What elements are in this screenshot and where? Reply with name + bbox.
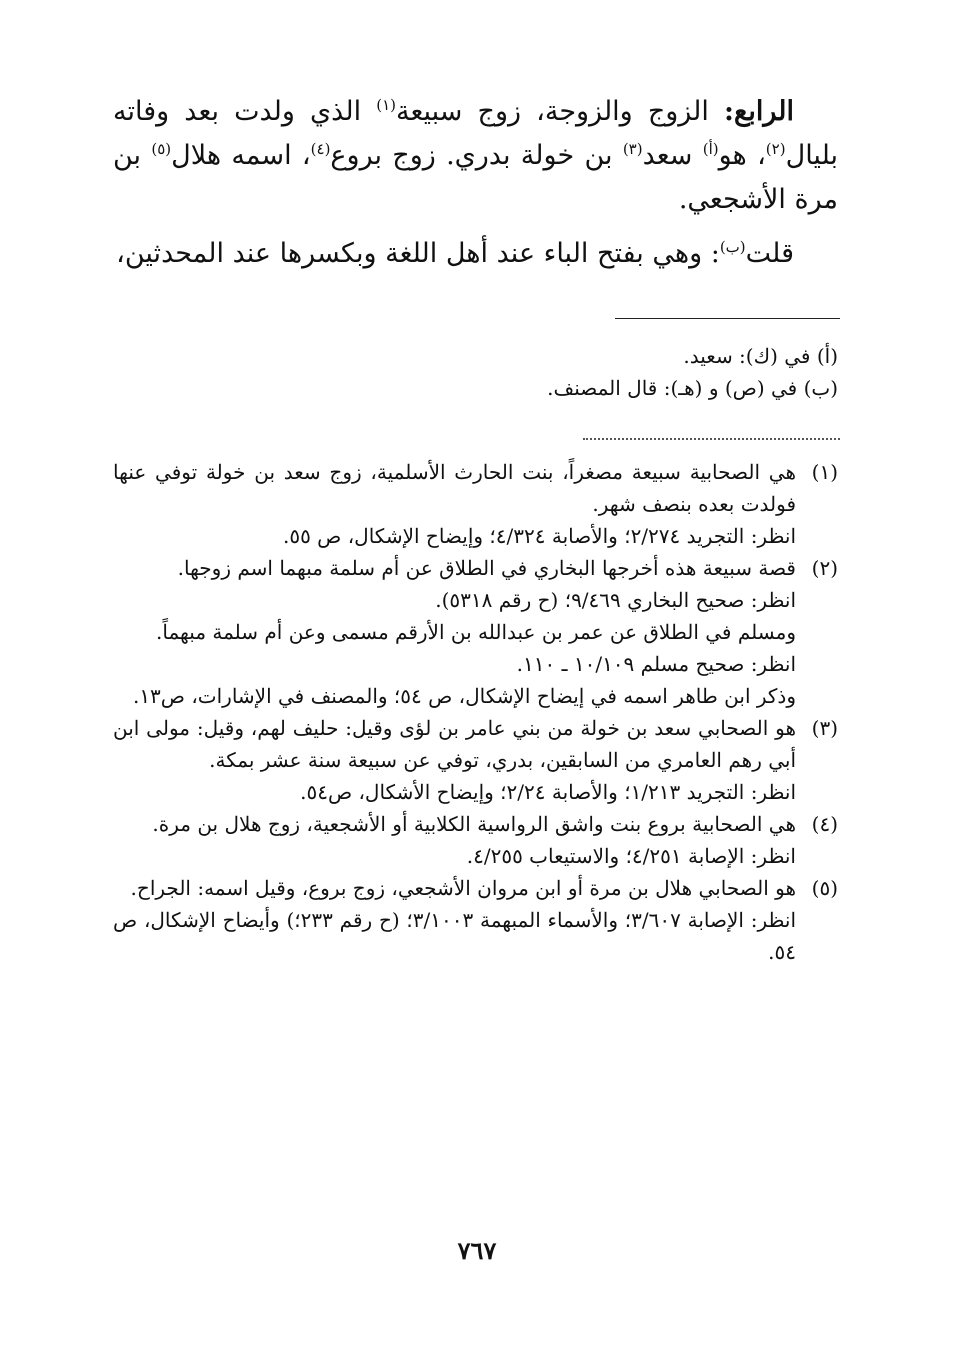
footnote-marker: (٣) bbox=[622, 140, 643, 158]
textual-notes bbox=[113, 340, 838, 404]
text-run: بن مرة الأشجعي. bbox=[113, 140, 838, 215]
main-paragraph-2 bbox=[113, 232, 838, 276]
reference-body bbox=[113, 456, 796, 552]
reference-line: هي الصحابية سبيعة مصغراً، بنت الحارث الأسلمية، زوج سعد بن خولة توفي عنها فولدت بعده بنصف شهر. bbox=[113, 460, 796, 516]
reference-line: انظر: الإصابة ٤/٢٥١؛ والاستيعاب ٤/٢٥٥. bbox=[466, 844, 796, 868]
reference-line: انظر: صحيح مسلم ١٠/١٠٩ ـ ١١٠. bbox=[516, 652, 796, 676]
page-number: ٧٦٧ bbox=[457, 1236, 497, 1265]
reference-number: (٤) bbox=[811, 812, 838, 836]
dotted-divider bbox=[583, 438, 840, 440]
reference-number: (٥) bbox=[811, 876, 838, 900]
text-run: سعد bbox=[642, 140, 703, 171]
reference-note bbox=[113, 552, 838, 712]
textual-note: (أ) في (ك): سعيد. bbox=[683, 344, 838, 368]
reference-body bbox=[113, 552, 796, 712]
footnote-marker: (٥) bbox=[151, 140, 172, 158]
text-run: الذي ولدت بعد وفاته بليال bbox=[113, 96, 839, 171]
reference-note bbox=[113, 808, 838, 872]
reference-number: (١) bbox=[811, 460, 838, 484]
footnote-marker: (٢) bbox=[765, 140, 786, 158]
footnote-marker: (ب) bbox=[719, 238, 746, 256]
reference-line: ومسلم في الطلاق عن عمر بن عبدالله بن الأرقم مسمى وعن أم سلمة مبهماً. bbox=[156, 620, 796, 644]
reference-line: انظر: الإصابة ٣/٦٠٧؛ والأسماء المبهمة ٣/١٠٠٣؛ (ح رقم ٢٣٣؛) وأيضاح الإشكال، ص ٥٤. bbox=[113, 908, 797, 964]
reference-note bbox=[113, 712, 838, 808]
reference-note bbox=[113, 872, 838, 968]
reference-line: هو الصحابي سعد بن خولة من بني عامر بن لؤى وقيل: حليف لهم، وقيل: مولى ابن أبي رهم العامري من السابقين، بدري، توفي عن سبيعة سنة عشر بمكة. bbox=[113, 716, 796, 772]
reference-line: قصة سبيعة هذه أخرجها البخاري في الطلاق عن أم سلمة مبهما اسم زوجها. bbox=[177, 556, 796, 580]
text-run: ، اسمه هلال bbox=[171, 140, 311, 171]
footnote-marker: (٤) bbox=[310, 140, 331, 158]
reference-body bbox=[113, 872, 796, 968]
main-paragraph-1 bbox=[113, 90, 838, 222]
reference-line: انظر: التجريد ٢/٢٧٤؛ والأصابة ٤/٣٢٤؛ وإيضاح الإشكال، ص ٥٥. bbox=[282, 524, 796, 548]
text-run: ، هو bbox=[718, 140, 766, 171]
reference-line: انظر: التجريد ١/٢١٣؛ والأصابة ٢/٢٤؛ وإيضاح الأشكال، ص٥٤. bbox=[300, 780, 796, 804]
reference-number: (٣) bbox=[811, 716, 838, 740]
reference-line: هو الصحابي هلال بن مرة أو ابن مروان الأشجعي، زوج بروع، وقيل اسمه: الجراح. bbox=[130, 876, 796, 900]
reference-body bbox=[113, 808, 796, 872]
reference-notes bbox=[113, 456, 838, 968]
textual-note: (ب) في (ص) و (هـ): قال المصنف. bbox=[547, 376, 838, 400]
main-text bbox=[113, 90, 838, 276]
footnote-marker: (أ) bbox=[702, 140, 719, 158]
reference-note bbox=[113, 456, 838, 552]
reference-line: هي الصحابية بروع بنت واشق الرواسية الكلابية أو الأشجعية، زوج هلال بن مرة. bbox=[152, 812, 796, 836]
reference-number: (٢) bbox=[811, 556, 838, 580]
reference-body bbox=[113, 712, 796, 808]
text-run: قلت bbox=[745, 238, 794, 269]
reference-line: انظر: صحيح البخاري ٩/٤٦٩؛ (ح رقم ٥٣١٨). bbox=[435, 588, 796, 612]
reference-line: وذكر ابن طاهر اسمه في إيضاح الإشكال، ص ٥٤؛ والمصنف في الإشارات، ص١٣. bbox=[132, 684, 796, 708]
text-run: : وهي بفتح الباء عند أهل اللغة وبكسرها عند المحدثين، bbox=[116, 238, 720, 269]
text-run: بن خولة بدري. زوج بروع bbox=[330, 140, 623, 171]
heading-label: الرابع: bbox=[724, 96, 795, 127]
footnote-divider bbox=[615, 318, 840, 319]
footnote-marker: (١) bbox=[376, 96, 396, 114]
text-run: الزوج والزوجة، زوج سبيعة bbox=[395, 96, 725, 127]
